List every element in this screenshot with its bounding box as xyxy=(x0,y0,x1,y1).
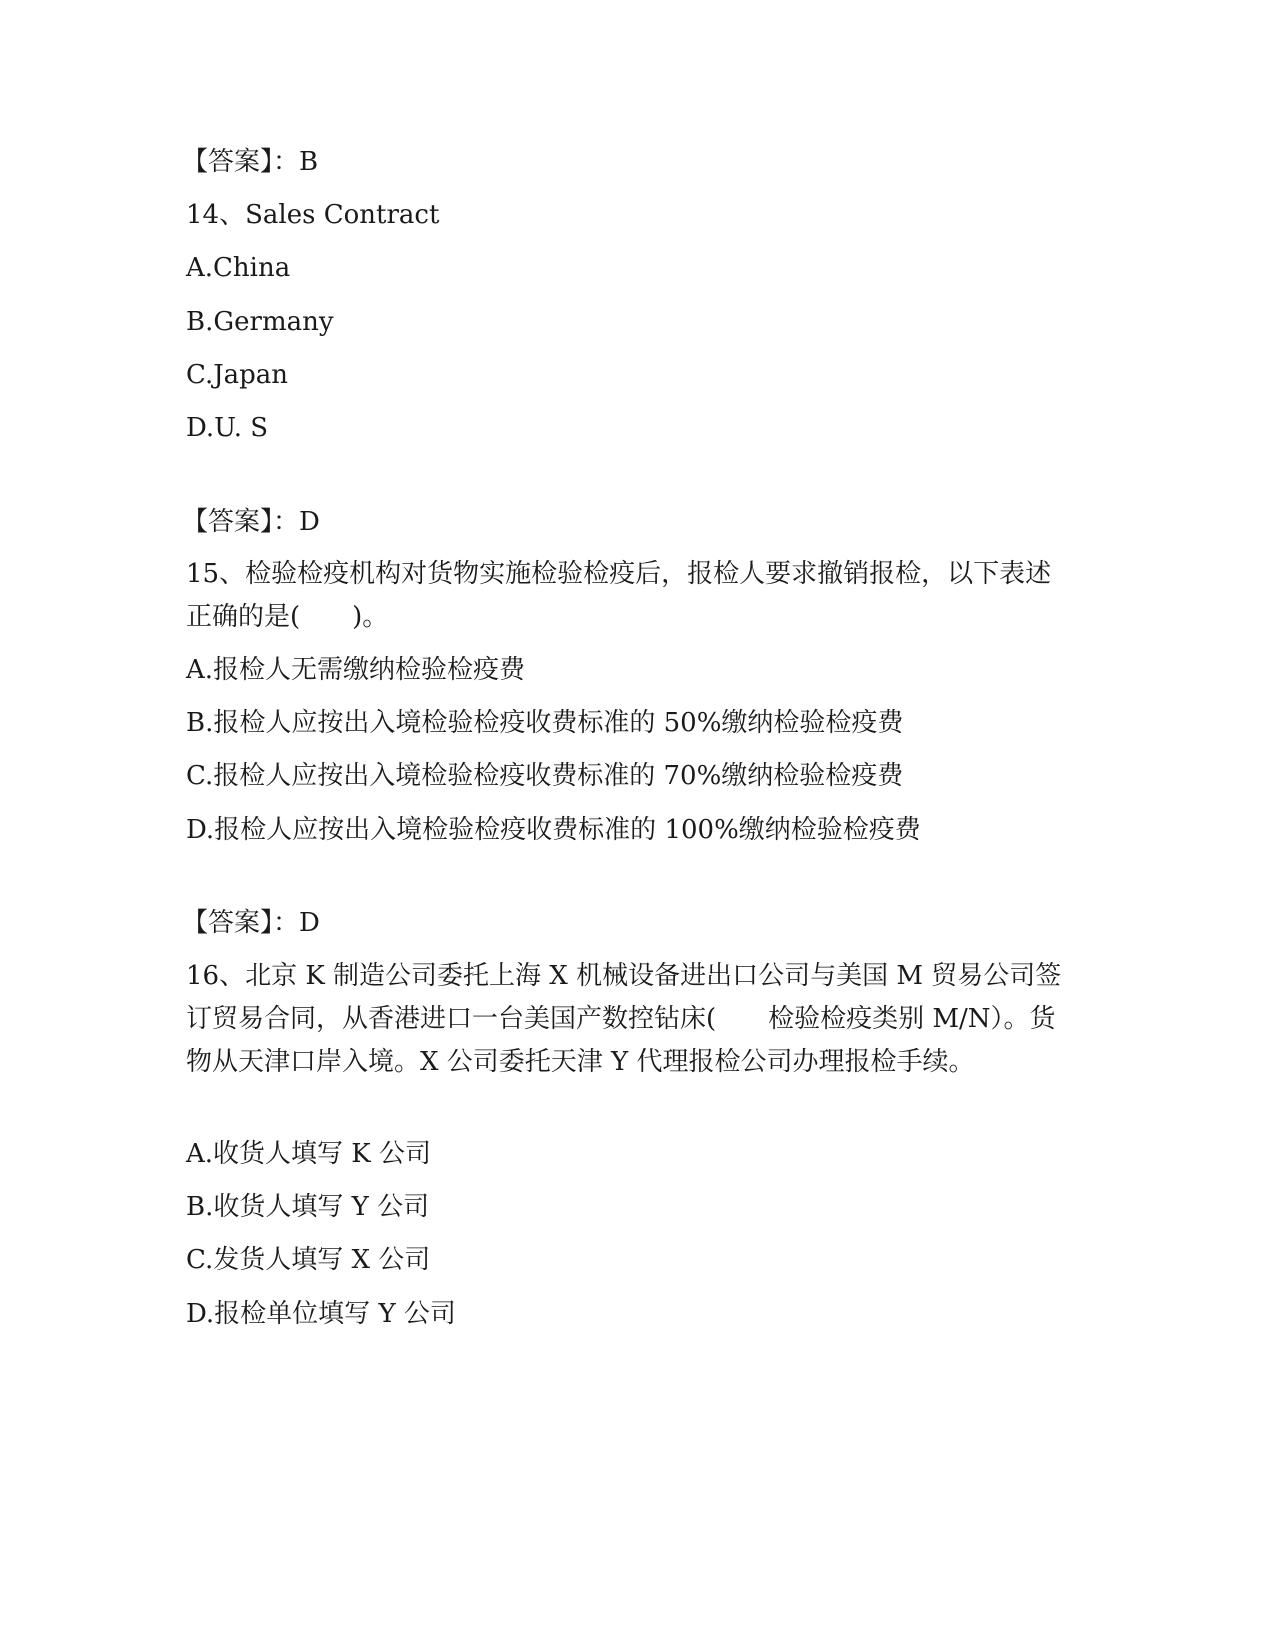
option-c: C.报检人应按出入境检验检疫收费标准的 70%缴纳检验检疫费 xyxy=(186,761,904,791)
question-15: 15、检验检疫机构对货物实施检验检疫后，报检人要求撤销报检，以下表述正确的是( )。 xyxy=(186,559,1052,632)
answer-label: 【答案】： xyxy=(182,507,300,537)
question-16: 16、北京 K 制造公司委托上海 X 机械设备进出口公司与美国 M 贸易公司签订贸易合同，从香港进口一台美国产数控钻床( 检验检疫类别 M/N）。货物从天津口岸入境。X 公司委托天津 Y 代理报检公司办理报检手续。 xyxy=(186,961,1062,1077)
option-c: C.发货人填写 X 公司 xyxy=(186,1245,431,1275)
option-b: B.收货人填写 Y 公司 xyxy=(186,1192,430,1222)
answer-line xyxy=(182,140,318,184)
option-a: A.报检人无需缴纳检验检疫费 xyxy=(186,655,526,685)
option-c: C.Japan xyxy=(186,360,289,390)
option-a: A.China xyxy=(186,253,291,283)
option-d: D.U. S xyxy=(186,413,269,443)
option-d: D.报检人应按出入境检验检疫收费标准的 100%缴纳检验检疫费 xyxy=(186,815,921,845)
answer-label: 【答案】： xyxy=(182,147,300,177)
question-14: 14、Sales Contract xyxy=(186,200,440,230)
option-b: B.Germany xyxy=(186,307,334,337)
answer-value: D xyxy=(299,908,320,938)
answer-line xyxy=(182,901,320,945)
answer-line xyxy=(182,500,320,544)
answer-value: D xyxy=(299,507,320,537)
option-a: A.收货人填写 K 公司 xyxy=(186,1139,431,1169)
option-d: D.报检单位填写 Y 公司 xyxy=(186,1299,456,1329)
option-b: B.报检人应按出入境检验检疫收费标准的 50%缴纳检验检疫费 xyxy=(186,708,904,738)
answer-label: 【答案】： xyxy=(182,908,300,938)
answer-value: B xyxy=(299,147,319,177)
